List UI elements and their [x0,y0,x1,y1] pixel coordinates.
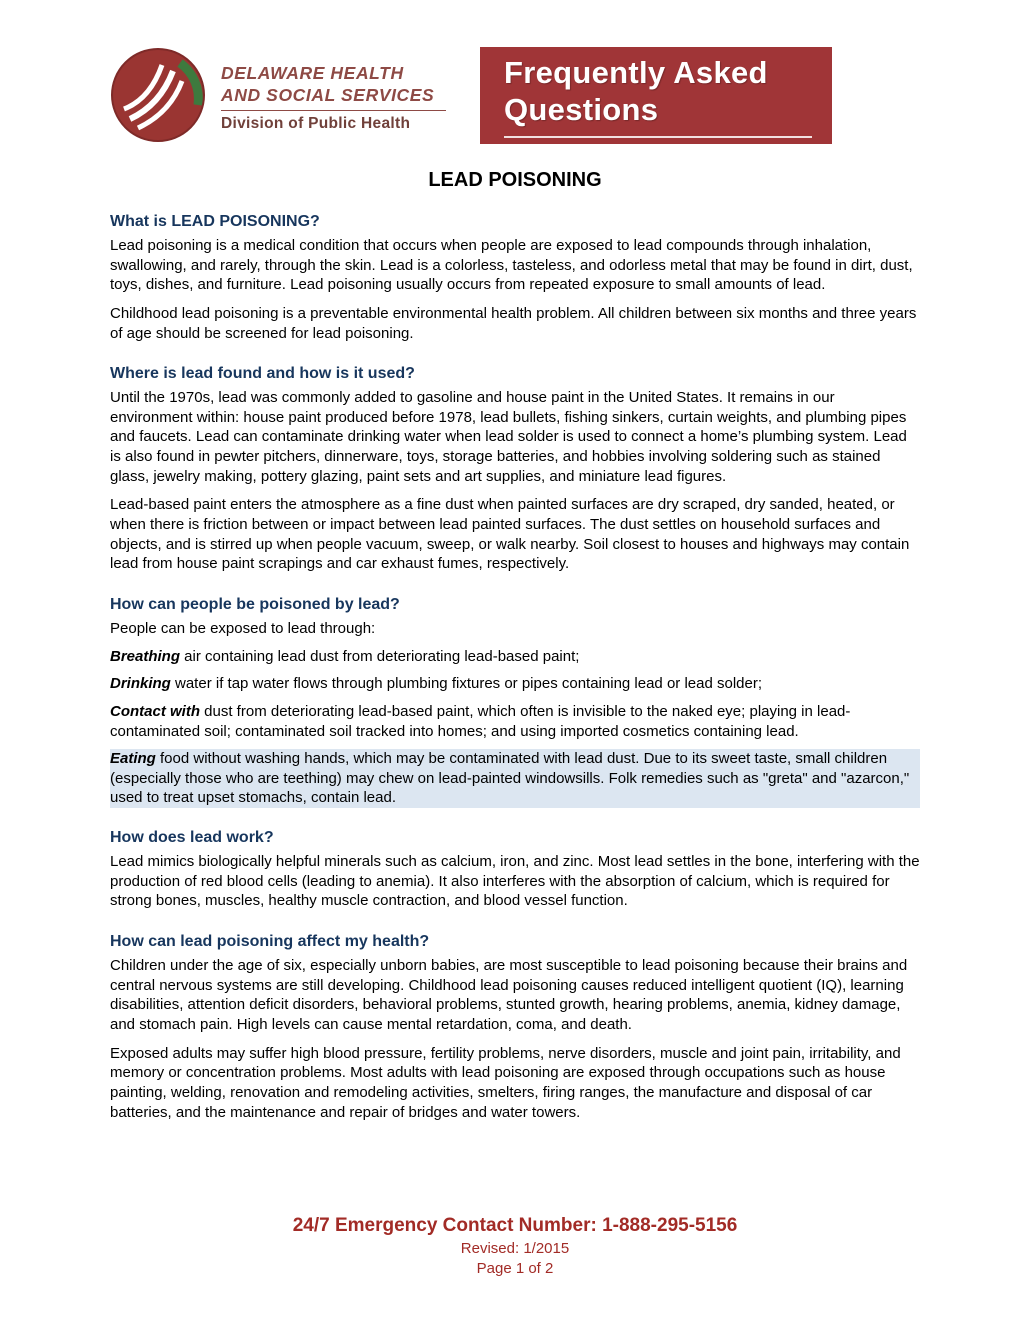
faq-banner [480,47,832,144]
org-divider [221,110,446,111]
paragraph: Childhood lead poisoning is a preventable environmental health problem. All children between six months and three years of age should be screened for lead poisoning. [110,304,917,342]
exposure-item-breathing [110,647,920,667]
exposure-text: dust from deteriorating lead-based paint, which often is invisible to the naked eye; playing in lead-contaminated soil; contaminated soil tracked into homes; and using imported cosmetics containing lead. [110,702,851,740]
exposure-lead-word: Eating [110,750,156,768]
exposure-lead-word: Contact with [110,702,200,720]
paragraph: Lead poisoning is a medical condition that occurs when people are exposed to lead compounds through inhalation, swallowing, and rarely, through the skin. Lead is a colorless, tasteless, and odorless metal that may be found in dirt, dust, toys, dishes, and furniture. Lead poisoning usually occurs from repeated exposure to small amounts of lead. [110,237,913,294]
division-name: Division of Public Health [221,115,411,133]
faq-banner-line1: Frequently Asked [504,55,768,91]
agency-logo-group [110,47,446,143]
paragraph: People can be exposed to lead through: [110,619,376,637]
document-body [110,200,920,1208]
paragraph: Exposed adults may suffer high blood pressure, fertility problems, nerve disorders, muscle and joint pain, irritability, and memory or concentration problems. Most adults with lead poisoning are exposed through occupations such as house painting, welding, renovation and remodeling activities, smelters, firing ranges, the manufacture and disposal of car batteries, and the maintenance and repair of bridges and water towers. [110,1044,901,1121]
section-heading: What is LEAD POISONING? [110,213,320,230]
exposure-lead-word: Drinking [110,675,171,693]
paragraph: Children under the age of six, especially unborn babies, are most susceptible to lead poisoning because their brains and central nervous systems are still developing. Childhood lead poisoning causes reduced intelligent quotient (IQ), learning disabilities, attention deficit disorders, behavioral problems, stunted growth, hearing problems, anemia, kidney damage, and stomach pain. High levels can cause mental retardation, coma, and death. [110,957,908,1033]
emergency-contact: 24/7 Emergency Contact Number: 1-888-295-5156 [292,1215,738,1237]
exposure-text: food without washing hands, which may be contaminated with lead dust. Due to its sweet taste, small children (especially those who are teething) may chew on lead-painted windowsills. Folk remedies such as "greta" and "azarcon," used to treat upset stomachs, contain lead. [110,750,910,807]
paragraph: Lead mimics biologically helpful minerals such as calcium, iron, and zinc. Most lead settles in the bone, interfering with the production of red blood cells (leading to anemia). It also interferes with the absorption of calcium, which is required for strong bones, muscles, healthy muscle contraction, and blood vessel function. [110,853,920,910]
org-name-line1: DELAWARE HEALTH [221,62,404,83]
page-number: Page 1 of 2 [476,1259,554,1277]
section-heading: How can lead poisoning affect my health? [110,933,430,951]
section-heading: How does lead work? [110,829,274,847]
agency-name-block [221,57,446,134]
org-name-line2: AND SOCIAL SERVICES [221,84,435,105]
faq-banner-text [504,55,812,137]
exposure-item-eating [110,749,920,808]
dhss-logo-icon [110,47,206,143]
exposure-text: water if tap water flows through plumbing fixtures or pipes containing lead or lead solder; [170,675,762,693]
page-title: LEAD POISONING [428,169,602,191]
paragraph: Until the 1970s, lead was commonly added to gasoline and house paint in the United States. It remains in our environment within: house paint produced before 1978, lead bullets, fishing sinkers, curtain weights, and plumbing pipes and faucets. Lead can contaminate drinking water when lead solder is used to connect a home’s plumbing system. Lead is also found in pewter pitchers, dinnerware, toys, storage batteries, and hobbies involving soldering such as stained glass, jewelry making, pottery glazing, paint sets and art supplies, and miniature lead figures. [110,389,907,485]
header [110,47,920,144]
exposure-item-contact [110,702,920,741]
section-heading: Where is lead found and how is it used? [110,365,415,383]
faq-banner-line2: Questions [504,92,659,127]
exposure-item-drinking [110,674,920,694]
exposure-lead-word: Breathing [110,647,181,665]
section-heading: How can people be poisoned by lead? [110,595,400,613]
revised-date: Revised: 1/2015 [460,1240,570,1257]
exposure-text: air containing lead dust from deteriorating lead-based paint; [180,647,580,665]
paragraph: Lead-based paint enters the atmosphere as a fine dust when painted surfaces are dry scraped, dry sanded, heated, or when there is friction between or impact between lead painted surfaces. The dust settles on household surfaces and objects, and is stirred up when people vacuum, sweep, or walk nearby. Soil closest to houses and highways may contain lead from house paint scrapings and car exhaust fumes, respectively. [110,496,910,573]
page-footer [110,1208,920,1278]
